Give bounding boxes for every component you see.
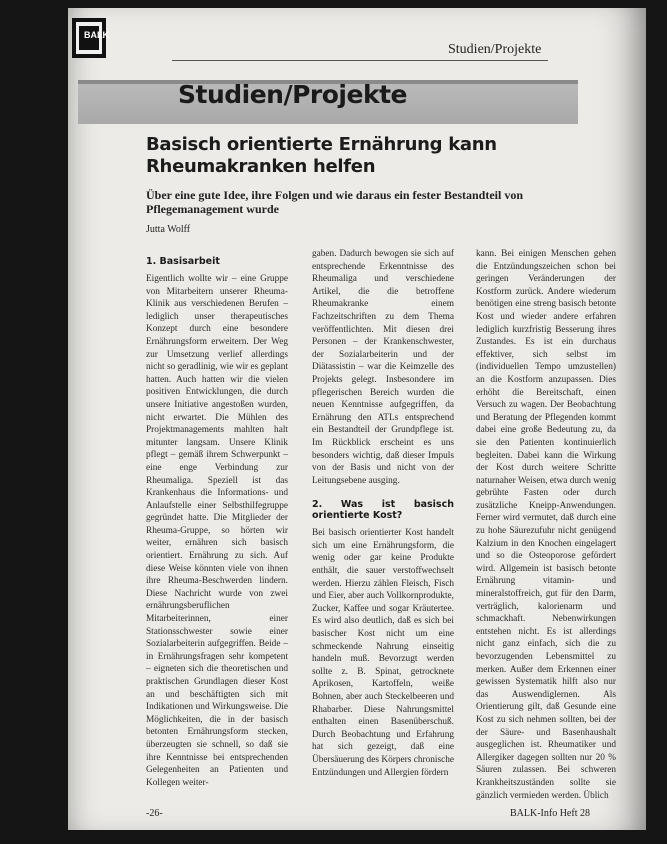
body-text: gaben. Dadurch bewogen sie sich auf entsprechende Erkenntnisse des Rheumaliga und verschiedene Artikel, die die betroffene Rheumakranke einem Fachzeitschriften zu dem Thema veröffentlichten. Mit diesen drei Personen – der Krankenschwester, der Sozialarbeiterin und der Diätassistin – war die Keimzelle des Projekts gelegt. Insbesondere im pflegerischen Bereich wurden die neuen Kenntnisse aufgegriffen, da Ernährung den ATLs entsprechend ein Bestandteil der Grundpflege ist. Im Rückblick erscheint es uns besonders wichtig, daß dieser Impuls von der Basis und nicht von der Leitungsebene ausging. (312, 249, 454, 486)
header-rule (172, 60, 548, 61)
body-text: kann. Bei einigen Menschen gehen die Entzündungszeichen schon bei geringen Veränderungen der Kostform zurück. Andere wiederum benötigen eine streng basisch betonte Kost und wieder andere erfahren lediglich kurzfristig Besserung ihres Zustandes. Es ist ein durchaus effektiver, sich selbst im (individuellen Tempo umzustellen) an die Kostform anzupassen. Dies erhöht die Bereitschaft, einen Versuch zu wagen. Der Beobachtung und Beratung der Pflegenden kommt dabei eine große Bedeutung zu, da sie den Patienten kontinuierlich begleiten. Dabei kann die Wirkung der Kost durch weitere Schritte naturnaher Weisen, etwa durch wenig gebrühte Fasten oder durch zusätzliche Kneipp-Anwendungen. Ferner wird vermutet, daß durch eine zu hohe Säurezufuhr nicht genügend Kalzium in den Knochen eingelagert und so die Osteoporose gefördert wird. Allgemein ist basisch betonte Ernährung vitamin- und mineralstoffreich, gut für den Darm, verträglich, kalorienarm und schmackhaft. Nebenwirkungen entstehen nicht. Es ist allerdings nicht ganz einfach, sich die zu bevorzugenden Lebensmittel zu merken. Außer dem Erkennen einer gewissen Systematik hilft also nur das Auswendiglernen. Als Orientierung gilt, daß Gesunde eine Kost zu sich nehmen sollten, bei der der Säure- und Basenhaushalt ausgeglichen ist. Rheumatiker und Allergiker dagegen sollten nur 20 % Säuren zulassen. Bei schweren Krankheitszuständen sollte sie gänzlich vermieden werden. Üblich (476, 249, 616, 801)
text-column-3 (476, 248, 616, 802)
article-headline: Basisch orientierte Ernährung kann Rheumakranken helfen (146, 134, 497, 177)
section-heading: 1. Basisarbeit (146, 256, 220, 267)
logo-text: BALK (84, 30, 109, 40)
banner-title: Studien/Projekte (178, 80, 407, 109)
page-number: -26- (146, 808, 163, 819)
section-heading: 2. Was ist basisch orientierte Kost? (312, 499, 454, 522)
issue-label: BALK-Info Heft 28 (510, 808, 590, 819)
text-column-2 (312, 248, 454, 779)
body-text: Eigentlich wollte wir – eine Gruppe von Mitarbeitern unserer Rheuma-Klinik aus verschiedenen Berufen – lediglich unser therapeutisches Konzept durch eine besondere Ernährungsform erweitern. Der Weg zur Umsetzung verlief allerdings nicht so geradlinig, wie wir es geplant hatten. Auch hatten wir die vielen positiven Entwicklungen, die durch unsere Initiative angestoßen wurden, nicht erwartet. Die Mühlen des Projektmanagements mahlten halt mitunter langsam. Unsere Klinik pflegt – gemäß ihrem Schwerpunkt – eine enge Verbindung zur Rheumaliga. Speziell ist das Krankenhaus die Informations- und Anlaufstelle einer Selbsthilfegruppe gegründet hatte. Die Mitglieder der Rheuma-Gruppe, so hörten wir weiter, ernähren sich basisch orientiert. Ernährung zu sich. Auf diese Weise könnten viele von ihnen ihre Rheuma-Beschwerden lindern. Diese Nachricht wurde von zwei ernährungsberuflichen Mitarbeiterinnen, einer Stationsschwester sowie einer Sozialarbeiterin aufgegriffen. Beide – in Ernährungsfragen sehr kompetent – eigneten sich die theoretischen und praktischen Grundlagen dieser Kost an und beschäftigten sich mit Indikationen und Wirkungsweise. Die Möglichkeiten, die in der basisch betonten Ernährungsform stecken, überzeugten sie schnell, so daß sie ihre Kenntnisse bei entsprechenden Gelegenheiten an Patienten und Kollegen weiter- (146, 274, 288, 788)
body-text: Bei basisch orientierter Kost handelt sich um eine Ernährungsform, die wenig oder gar keine Produkte enthält, die sauer verstoffwechselt werden. Hierzu zählen Fleisch, Fisch und Eier, aber auch Vollkornprodukte, Zucker, Kaffee und sogar Kräutertee. Es wird also deutlich, daß es sich bei basischer Kost nicht um eine schmeckende Nahrung einseitig handeln muß. Bevorzugt werden sollte z. B. Spinat, getrocknete Aprikosen, Kartoffeln, weiße Bohnen, aber auch Steckelbeeren und Rhabarber. Diese Nahrungsmittel enthalten einen Basenüberschuß. Durch Beobachtung und Erfahrung hat sich gezeigt, daß eine Übersäuerung des Körpers chronische Entzündungen und Allergien fördern (312, 528, 454, 778)
article-subhead: Über eine gute Idee, ihre Folgen und wie daraus ein fester Bestandteil von Pflegemanagement wurde (146, 188, 523, 216)
text-column-1 (146, 256, 288, 789)
article-author: Jutta Wolff (146, 224, 191, 235)
section-tag: Studien/Projekte (448, 42, 542, 57)
